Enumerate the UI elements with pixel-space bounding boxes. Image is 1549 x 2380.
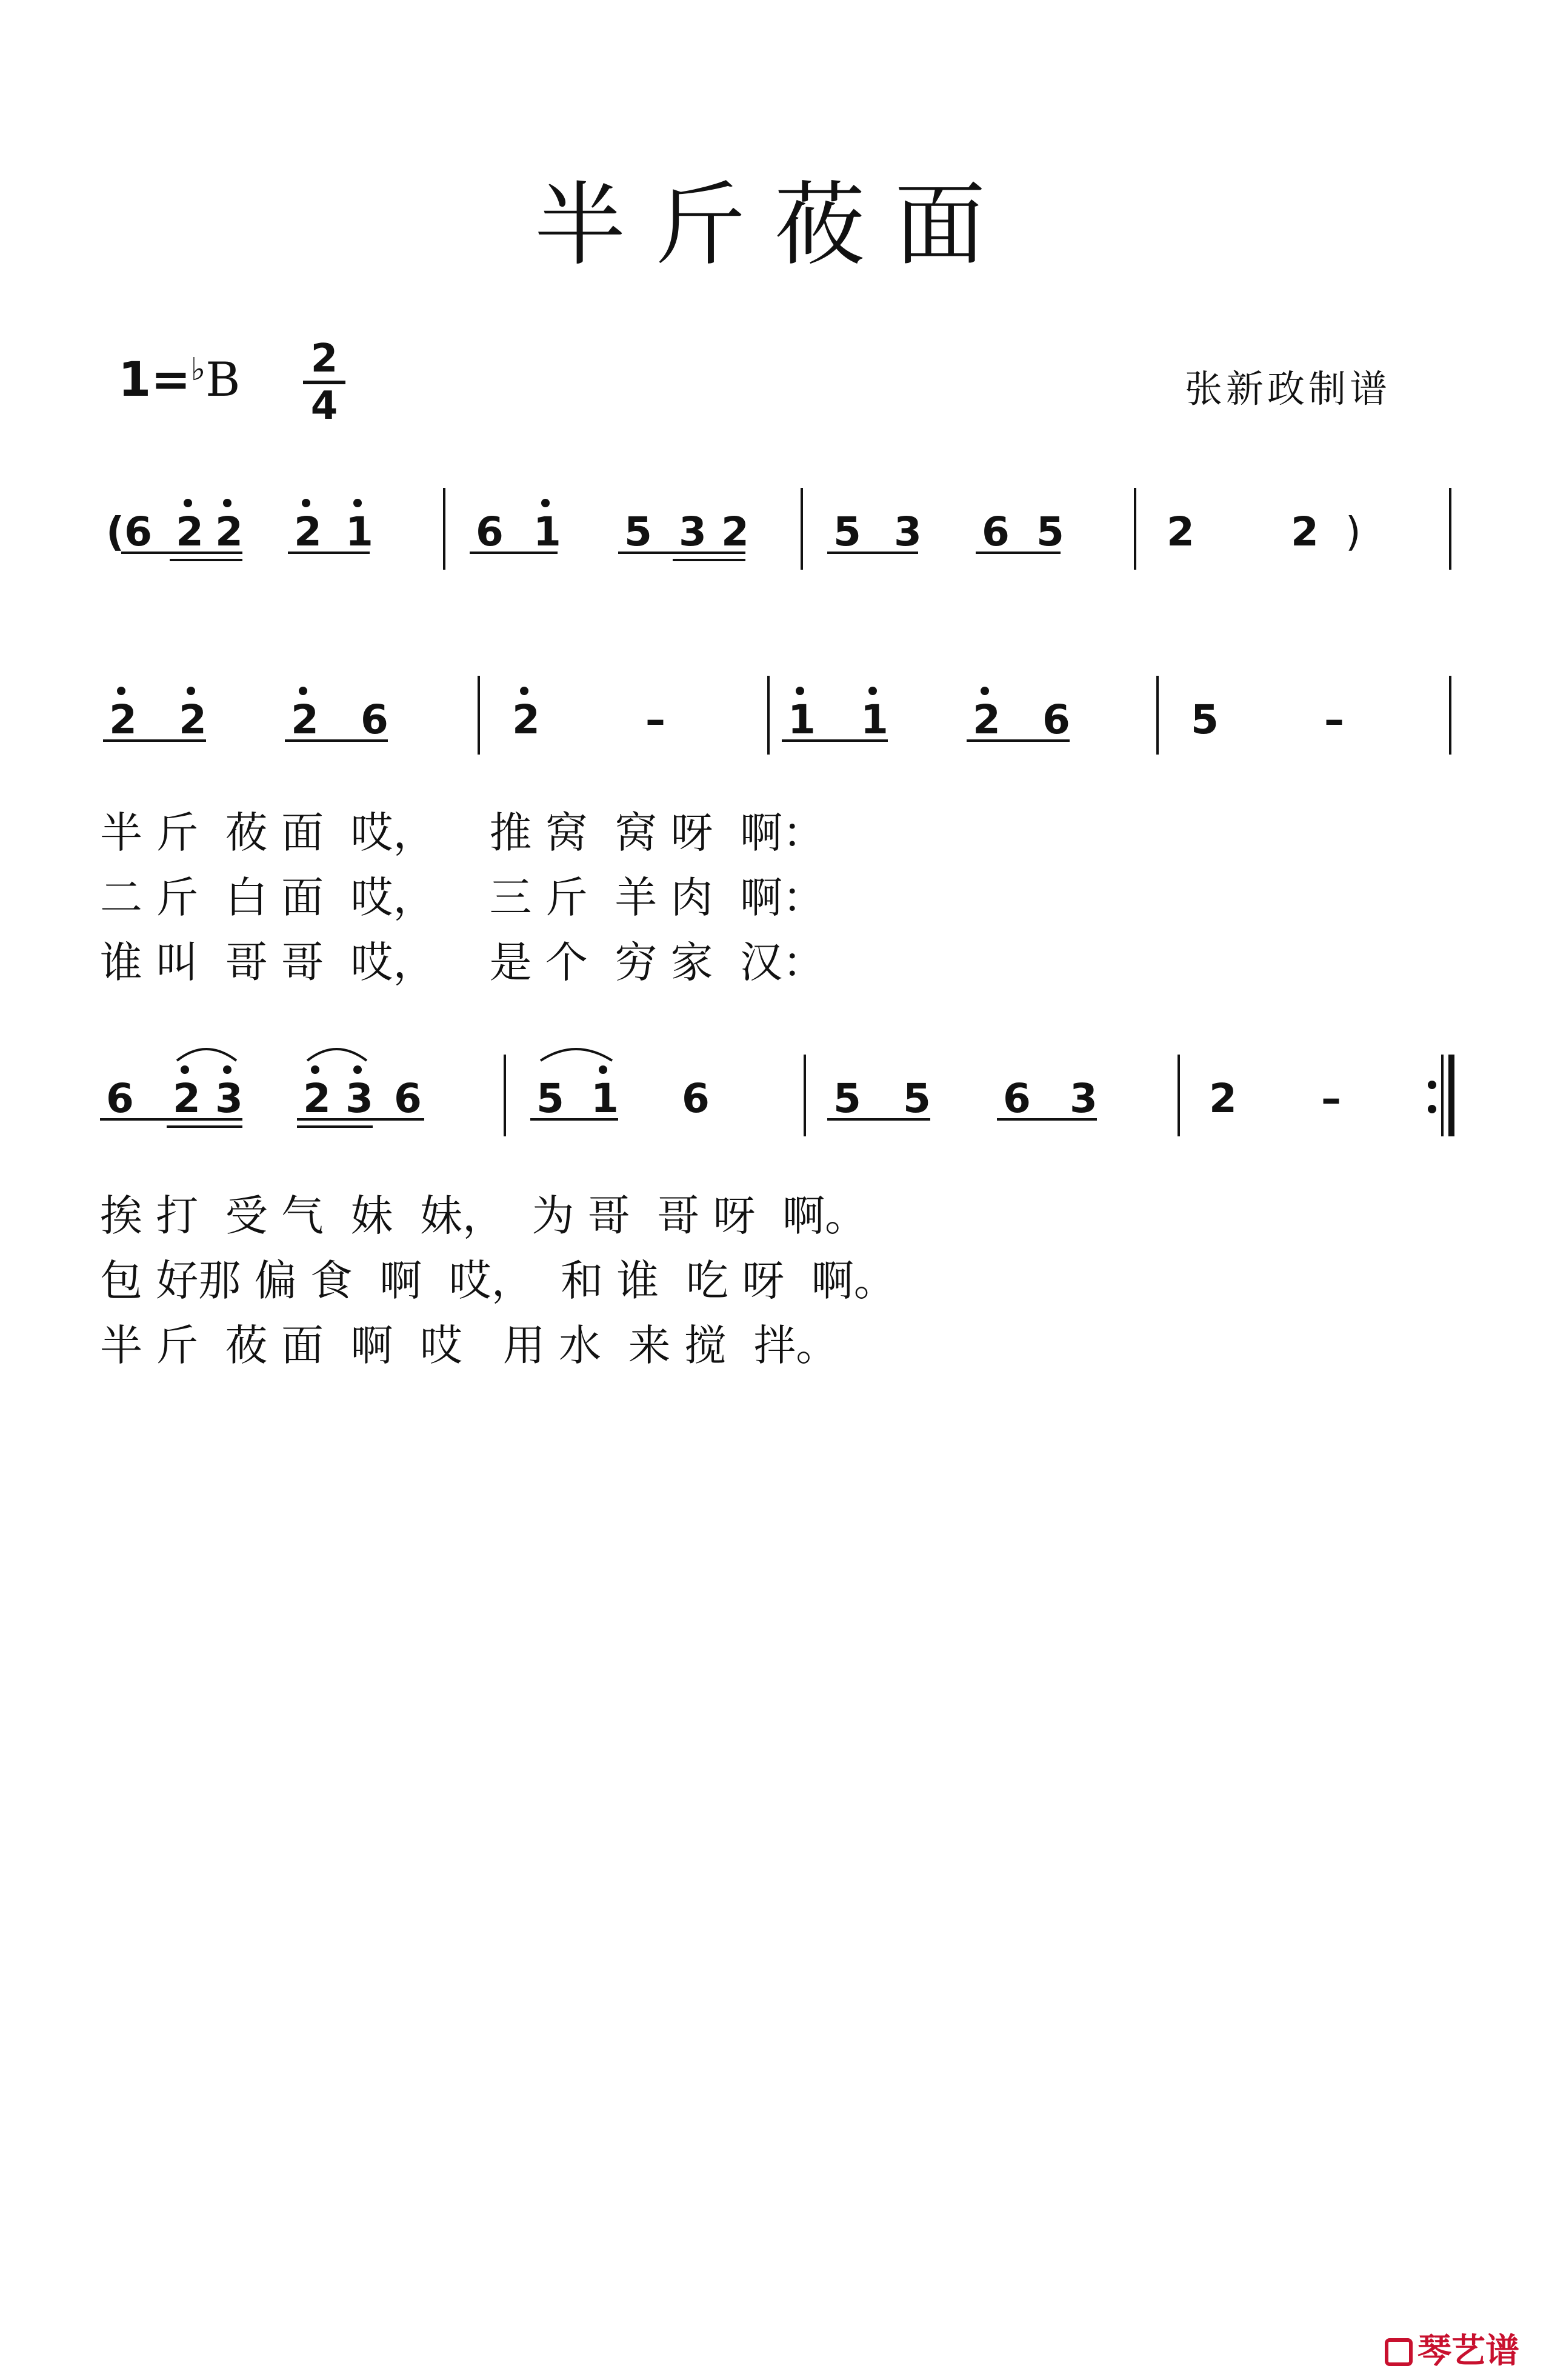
note: 2 (109, 696, 137, 743)
note: 6 (982, 508, 1010, 555)
octave-dots-line-1 (184, 499, 550, 507)
lyric-line: 半 斤 莜 面 啊 哎 用 水 来 搅 拌。 (100, 1321, 839, 1370)
note: 2 (1167, 508, 1194, 555)
note: 2 (173, 1075, 201, 1122)
note: 6 (476, 508, 504, 555)
note: 2 (1209, 1075, 1237, 1122)
note: 3 (894, 508, 922, 555)
lyric-line: 挨 打 受 气 妹 妹， 为 哥 哥 呀 啊。 (100, 1191, 868, 1241)
repeat-end-barline (1428, 1055, 1454, 1136)
staff-line-2 (109, 696, 1344, 743)
note: 1 (345, 508, 373, 555)
logo-text: 琴艺谱 (1417, 2332, 1519, 2371)
note: 6 (106, 1075, 134, 1122)
note: 2 (973, 696, 1001, 743)
note: 5 (833, 1075, 861, 1122)
note: – (645, 696, 665, 743)
site-logo (1385, 2324, 1519, 2373)
flat-sign: ♭ (190, 352, 206, 388)
time-top: 2 (310, 336, 338, 381)
lyric-line: 半 斤 莜 面 哎， 推 窝 窝 呀 啊： (100, 808, 825, 858)
staff-line-3 (106, 1075, 1341, 1122)
note: 2 (215, 508, 243, 555)
note: 3 (215, 1075, 243, 1122)
time-bottom: 4 (310, 384, 338, 428)
note: 2 (721, 508, 749, 555)
note: ) (1345, 508, 1361, 555)
note: 2 (294, 508, 322, 555)
note: 2 (303, 1075, 331, 1122)
note: 1 (788, 696, 816, 743)
note: – (1321, 1075, 1341, 1122)
lyric-line: 谁 叫 哥 哥 哎， 是 个 穷 家 汉： (100, 938, 825, 987)
slurs-line-3 (177, 1049, 612, 1061)
note: 6 (394, 1075, 422, 1122)
staff-line-1 (106, 508, 1361, 555)
octave-dots-line-2 (117, 687, 989, 695)
note: 5 (624, 508, 652, 555)
note: 6 (1003, 1075, 1031, 1122)
note: 6 (361, 696, 388, 743)
logo-icon (1385, 2338, 1413, 2366)
note: 2 (512, 696, 540, 743)
note: 6 (682, 1075, 710, 1122)
note: 2 (176, 508, 204, 555)
note: 3 (679, 508, 707, 555)
page-title: 半斤莜面 (534, 173, 1014, 278)
note: 1 (861, 696, 888, 743)
note: 3 (345, 1075, 373, 1122)
note: 2 (291, 696, 319, 743)
key-prefix: 1= (118, 353, 191, 407)
note: 2 (1291, 508, 1319, 555)
note: 1 (533, 508, 561, 555)
lyric-line: 包 好那 偏 食 啊 哎， 和 谁 吃 呀 啊。 (100, 1256, 896, 1305)
note: (6 (106, 508, 153, 555)
note: 3 (1070, 1075, 1098, 1122)
note: 1 (591, 1075, 619, 1122)
note: 5 (536, 1075, 564, 1122)
key-note: B (205, 353, 241, 407)
note: 5 (1036, 508, 1064, 555)
note: 2 (179, 696, 207, 743)
composer-credit: 张新政制谱 (1185, 367, 1391, 411)
octave-dots-line-3 (181, 1065, 607, 1074)
note: 5 (903, 1075, 931, 1122)
note: 5 (1191, 696, 1219, 743)
note: 6 (1042, 696, 1070, 743)
note: 5 (833, 508, 861, 555)
note: – (1324, 696, 1344, 743)
lyric-line: 二 斤 白 面 哎， 三 斤 羊 肉 啊： (100, 873, 825, 922)
underlines-line-3 (100, 1119, 1097, 1127)
barlines-line-2 (479, 676, 1450, 755)
